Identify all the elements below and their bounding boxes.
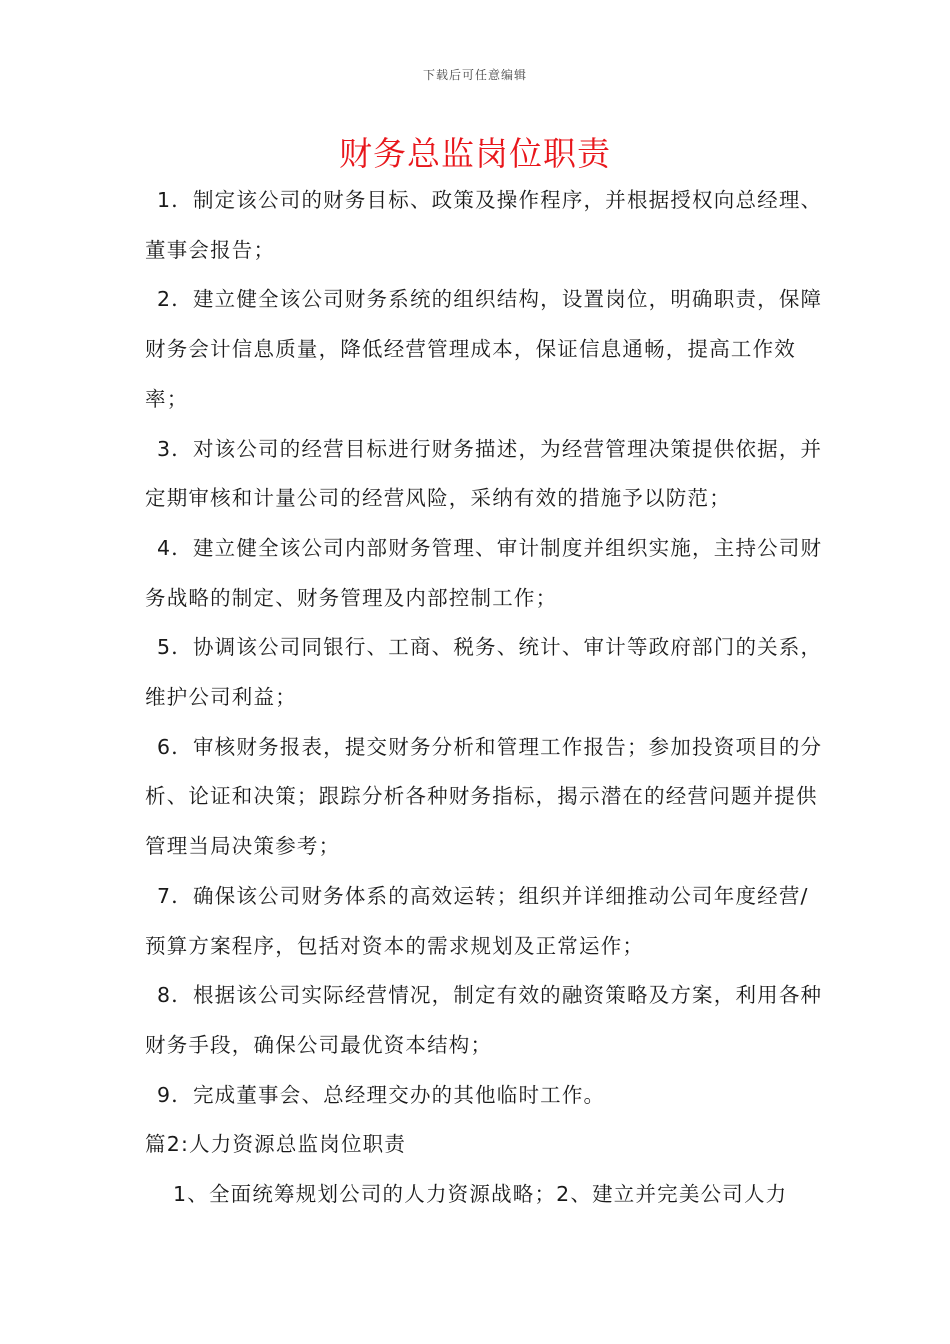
header-note: 下载后可任意编辑 xyxy=(422,68,527,82)
duty-item-2: 2．建立健全该公司财务系统的组织结构，设置岗位，明确职责，保障财务会计信息质量，降低经营管理成本，保证信息通畅，提高工作效率； xyxy=(145,287,823,411)
duty-item-4: 4．建立健全该公司内部财务管理、审计制度并组织实施，主持公司财务战略的制定、财务管理及内部控制工作； xyxy=(145,535,823,610)
section-heading: 篇2:人力资源总监岗位职责 xyxy=(145,1132,407,1157)
section-first-line: 1、全面统筹规划公司的人力资源战略；2、建立并完美公司人力 xyxy=(173,1182,788,1207)
duty-item-3: 3．对该公司的经营目标进行财务描述，为经营管理决策提供依据，并定期审核和计量公司的经营风险，采纳有效的措施予以防范； xyxy=(145,436,823,511)
document-title: 财务总监岗位职责 xyxy=(339,134,611,173)
duty-item-5: 5．协调该公司同银行、工商、税务、统计、审计等政府部门的关系，维护公司利益； xyxy=(145,635,823,710)
document-body xyxy=(145,176,825,1220)
duty-item-6: 6．审核财务报表，提交财务分析和管理工作报告；参加投资项目的分析、论证和决策；跟踪分析各种财务指标，揭示潜在的经营问题并提供管理当局决策参考； xyxy=(145,734,823,859)
duty-item-9: 9．完成董事会、总经理交办的其他临时工作。 xyxy=(157,1082,606,1107)
duty-item-1: 1．制定该公司的财务目标、政策及操作程序，并根据授权向总经理、董事会报告； xyxy=(145,188,823,262)
duty-item-8: 8．根据该公司实际经营情况，制定有效的融资策略及方案，利用各种财务手段，确保公司最优资本结构； xyxy=(145,983,823,1057)
duty-item-7: 7．确保该公司财务体系的高效运转；组织并详细推动公司年度经营/预算方案程序，包括对资本的需求规划及正常运作； xyxy=(145,883,809,958)
